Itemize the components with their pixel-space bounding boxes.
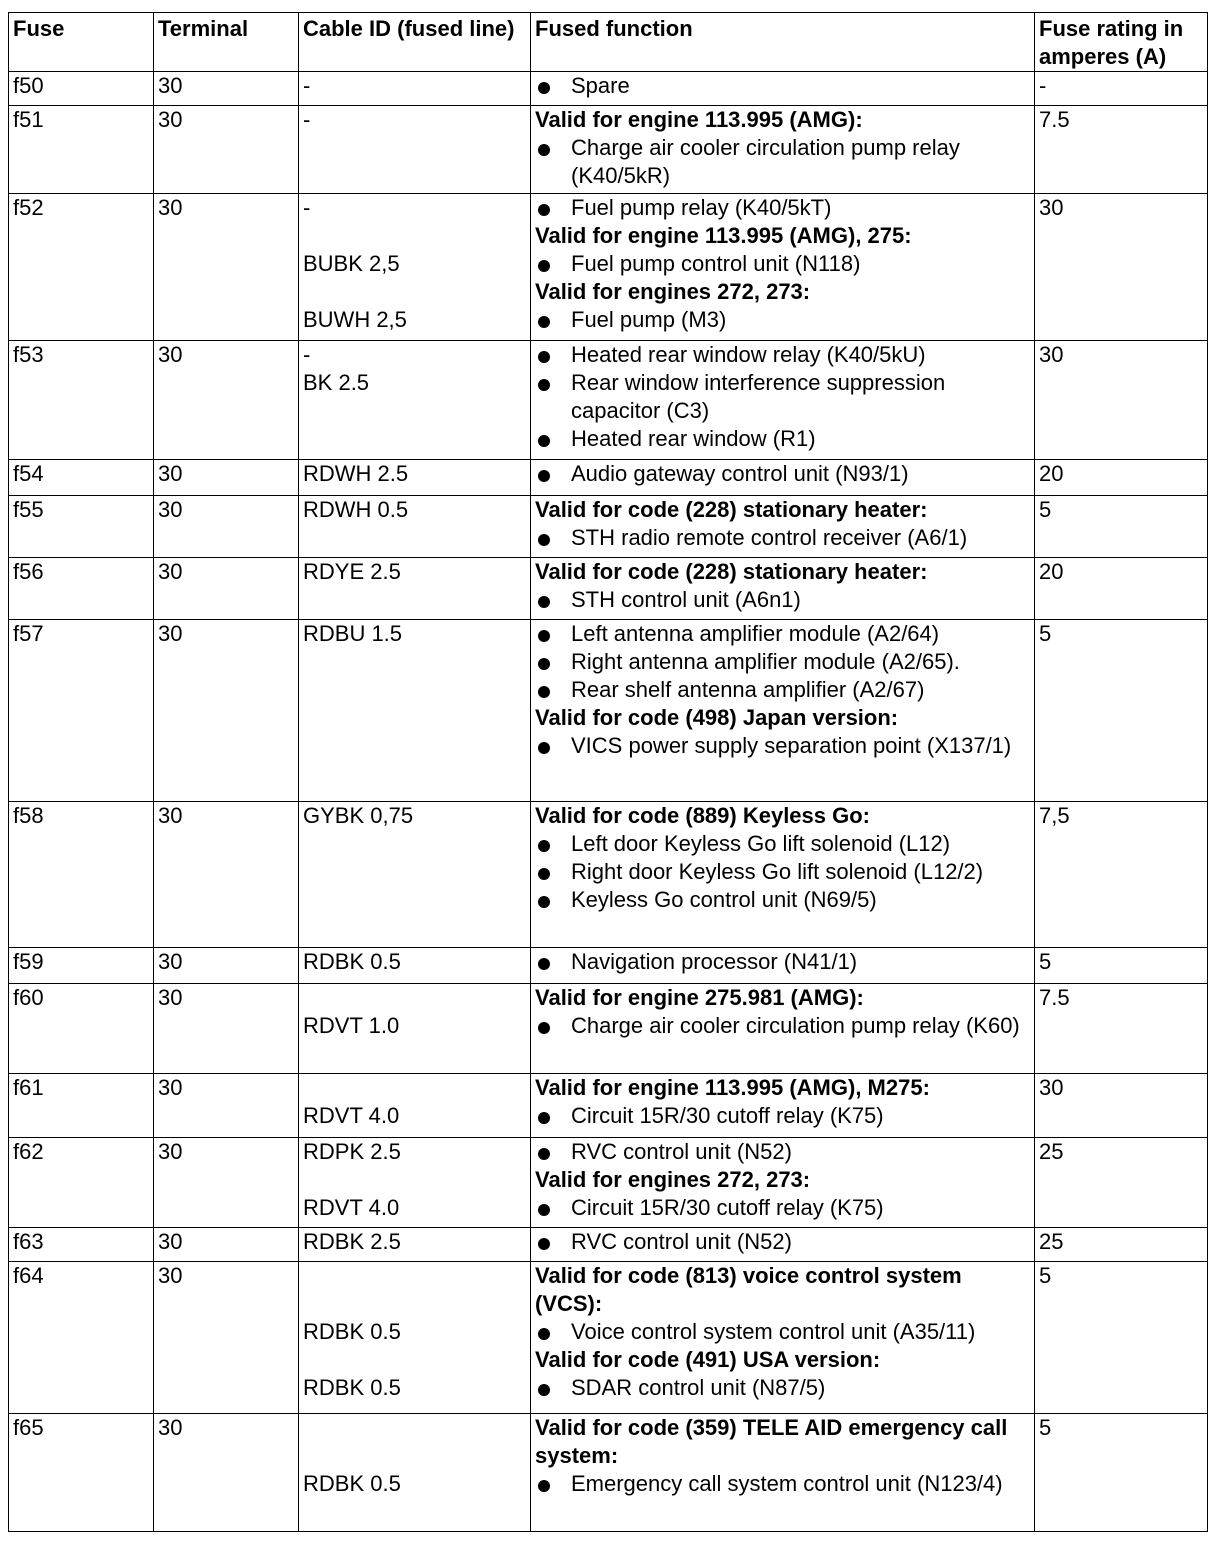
validity-heading: Valid for code (813) voice control system (VCS): [535, 1263, 962, 1316]
function-bullet: Navigation processor (N41/1) [535, 948, 1030, 976]
terminal-cell: 30 [154, 948, 299, 984]
fuse-rating-cell: 7,5 [1035, 802, 1208, 948]
fuse-rating-cell: 20 [1035, 558, 1208, 620]
validity-heading: Valid for code (889) Keyless Go: [535, 803, 871, 828]
function-bullet: STH control unit (A6n1) [535, 586, 1030, 614]
fuse-cell: f63 [9, 1228, 154, 1262]
fuse-cell: f65 [9, 1414, 154, 1532]
function-bullet: Heated rear window (R1) [535, 425, 1030, 453]
fuse-cell: f52 [9, 194, 154, 341]
validity-heading: Valid for engine 113.995 (AMG), 275: [535, 223, 912, 248]
fused-function-cell [531, 948, 1035, 984]
function-bullet: Circuit 15R/30 cutoff relay (K75) [535, 1102, 1030, 1130]
cable-id-cell: RDVT 1.0 [299, 984, 531, 1074]
function-bullet: Fuel pump (M3) [535, 306, 1030, 334]
cable-id-cell: RDWH 0.5 [299, 496, 531, 558]
fused-function-cell [531, 558, 1035, 620]
col-header-fuse: Fuse [9, 13, 154, 72]
fused-function-cell [531, 72, 1035, 106]
table-row [9, 620, 1208, 802]
function-bullet: Emergency call system control unit (N123/4) [535, 1470, 1030, 1498]
terminal-cell: 30 [154, 341, 299, 460]
fused-function-cell [531, 106, 1035, 194]
fused-function-cell [531, 194, 1035, 341]
table-row [9, 1414, 1208, 1532]
fused-function-cell [531, 802, 1035, 948]
table-row [9, 1074, 1208, 1138]
validity-heading: Valid for engine 275.981 (AMG): [535, 985, 864, 1010]
validity-heading: Valid for code (359) TELE AID emergency call system: [535, 1415, 1008, 1468]
function-bullet: Heated rear window relay (K40/5kU) [535, 341, 1030, 369]
cable-id-cell: - BUBK 2,5 BUWH 2,5 [299, 194, 531, 341]
table-row [9, 948, 1208, 984]
fuse-cell: f60 [9, 984, 154, 1074]
table-row [9, 194, 1208, 341]
table-row [9, 984, 1208, 1074]
cable-id-cell: - [299, 106, 531, 194]
function-bullet: SDAR control unit (N87/5) [535, 1374, 1030, 1402]
terminal-cell: 30 [154, 984, 299, 1074]
validity-heading: Valid for code (228) stationary heater: [535, 497, 928, 522]
table-row [9, 558, 1208, 620]
cable-id-cell: RDVT 4.0 [299, 1074, 531, 1138]
fuse-rating-cell: 20 [1035, 460, 1208, 496]
fuse-rating-cell: 30 [1035, 194, 1208, 341]
terminal-cell: 30 [154, 1074, 299, 1138]
terminal-cell: 30 [154, 194, 299, 341]
fuse-cell: f57 [9, 620, 154, 802]
terminal-cell: 30 [154, 1262, 299, 1414]
validity-heading: Valid for code (498) Japan version: [535, 705, 899, 730]
validity-heading: Valid for engine 113.995 (AMG), M275: [535, 1075, 930, 1100]
col-header-fused-function: Fused function [531, 13, 1035, 72]
cable-id-cell: GYBK 0,75 [299, 802, 531, 948]
fuse-table-body [9, 72, 1208, 1532]
terminal-cell: 30 [154, 72, 299, 106]
fuse-rating-cell: - [1035, 72, 1208, 106]
table-row [9, 460, 1208, 496]
function-bullet: VICS power supply separation point (X137/1) [535, 732, 1030, 760]
function-bullet: Rear window interference suppression capacitor (C3) [535, 369, 1030, 425]
cable-id-cell: RDBK 2.5 [299, 1228, 531, 1262]
validity-heading: Valid for engines 272, 273: [535, 279, 811, 304]
terminal-cell: 30 [154, 106, 299, 194]
col-header-cable-id: Cable ID (fused line) [299, 13, 531, 72]
fused-function-cell [531, 460, 1035, 496]
terminal-cell: 30 [154, 558, 299, 620]
function-bullet: Right antenna amplifier module (A2/65). [535, 648, 1030, 676]
fuse-cell: f54 [9, 460, 154, 496]
terminal-cell: 30 [154, 1414, 299, 1532]
function-bullet: Rear shelf antenna amplifier (A2/67) [535, 676, 1030, 704]
fused-function-cell [531, 984, 1035, 1074]
table-row [9, 802, 1208, 948]
fuse-rating-cell: 25 [1035, 1138, 1208, 1228]
fuse-rating-cell: 5 [1035, 496, 1208, 558]
table-row [9, 496, 1208, 558]
table-row [9, 72, 1208, 106]
fused-function-cell [531, 496, 1035, 558]
terminal-cell: 30 [154, 460, 299, 496]
table-row [9, 341, 1208, 460]
function-bullet: RVC control unit (N52) [535, 1228, 1030, 1256]
fuse-cell: f55 [9, 496, 154, 558]
validity-heading: Valid for engines 272, 273: [535, 1167, 811, 1192]
fused-function-cell [531, 1262, 1035, 1414]
terminal-cell: 30 [154, 1138, 299, 1228]
cable-id-cell: - BK 2.5 [299, 341, 531, 460]
fuse-cell: f61 [9, 1074, 154, 1138]
function-bullet: Keyless Go control unit (N69/5) [535, 886, 1030, 914]
cable-id-cell: RDPK 2.5 RDVT 4.0 [299, 1138, 531, 1228]
fuse-rating-cell: 30 [1035, 341, 1208, 460]
fused-function-cell [531, 1074, 1035, 1138]
fuse-rating-cell: 7.5 [1035, 984, 1208, 1074]
fuse-cell: f53 [9, 341, 154, 460]
terminal-cell: 30 [154, 1228, 299, 1262]
cable-id-cell: RDBK 0.5 [299, 1414, 531, 1532]
fuse-rating-cell: 25 [1035, 1228, 1208, 1262]
function-bullet: Charge air cooler circulation pump relay (K40/5kR) [535, 134, 1030, 190]
fused-function-cell [531, 341, 1035, 460]
fuse-rating-cell: 5 [1035, 620, 1208, 802]
fused-function-cell [531, 1228, 1035, 1262]
fuse-rating-cell: 7.5 [1035, 106, 1208, 194]
cable-id-cell: RDBK 0.5 RDBK 0.5 [299, 1262, 531, 1414]
col-header-fuse-rating: Fuse rating in amperes (A) [1035, 13, 1208, 72]
fused-function-cell [531, 620, 1035, 802]
function-bullet: Voice control system control unit (A35/11) [535, 1318, 1030, 1346]
function-bullet: Left door Keyless Go lift solenoid (L12) [535, 830, 1030, 858]
terminal-cell: 30 [154, 620, 299, 802]
function-bullet: Right door Keyless Go lift solenoid (L12/2) [535, 858, 1030, 886]
fuse-rating-cell: 5 [1035, 1262, 1208, 1414]
table-row [9, 1228, 1208, 1262]
function-bullet: RVC control unit (N52) [535, 1138, 1030, 1166]
fuse-rating-cell: 5 [1035, 948, 1208, 984]
cable-id-cell: RDYE 2.5 [299, 558, 531, 620]
fuse-cell: f64 [9, 1262, 154, 1414]
header-row [9, 13, 1208, 72]
function-bullet: Spare [535, 72, 1030, 100]
validity-heading: Valid for code (491) USA version: [535, 1347, 881, 1372]
terminal-cell: 30 [154, 496, 299, 558]
validity-heading: Valid for code (228) stationary heater: [535, 559, 928, 584]
function-bullet: Audio gateway control unit (N93/1) [535, 460, 1030, 488]
cable-id-cell: RDWH 2.5 [299, 460, 531, 496]
fuse-table [8, 12, 1208, 1532]
terminal-cell: 30 [154, 802, 299, 948]
function-bullet: Left antenna amplifier module (A2/64) [535, 620, 1030, 648]
fused-function-cell [531, 1138, 1035, 1228]
col-header-terminal: Terminal [154, 13, 299, 72]
validity-heading: Valid for engine 113.995 (AMG): [535, 107, 863, 132]
fuse-cell: f59 [9, 948, 154, 984]
function-bullet: Fuel pump control unit (N118) [535, 250, 1030, 278]
function-bullet: STH radio remote control receiver (A6/1) [535, 524, 1030, 552]
fuse-cell: f58 [9, 802, 154, 948]
cable-id-cell: RDBU 1.5 [299, 620, 531, 802]
fuse-cell: f56 [9, 558, 154, 620]
cable-id-cell: RDBK 0.5 [299, 948, 531, 984]
table-row [9, 1262, 1208, 1414]
function-bullet: Charge air cooler circulation pump relay (K60) [535, 1012, 1030, 1040]
fuse-rating-cell: 5 [1035, 1414, 1208, 1532]
cable-id-cell: - [299, 72, 531, 106]
fuse-rating-cell: 30 [1035, 1074, 1208, 1138]
fused-function-cell [531, 1414, 1035, 1532]
table-row [9, 1138, 1208, 1228]
fuse-cell: f62 [9, 1138, 154, 1228]
fuse-cell: f51 [9, 106, 154, 194]
fuse-cell: f50 [9, 72, 154, 106]
function-bullet: Fuel pump relay (K40/5kT) [535, 194, 1030, 222]
function-bullet: Circuit 15R/30 cutoff relay (K75) [535, 1194, 1030, 1222]
table-row [9, 106, 1208, 194]
